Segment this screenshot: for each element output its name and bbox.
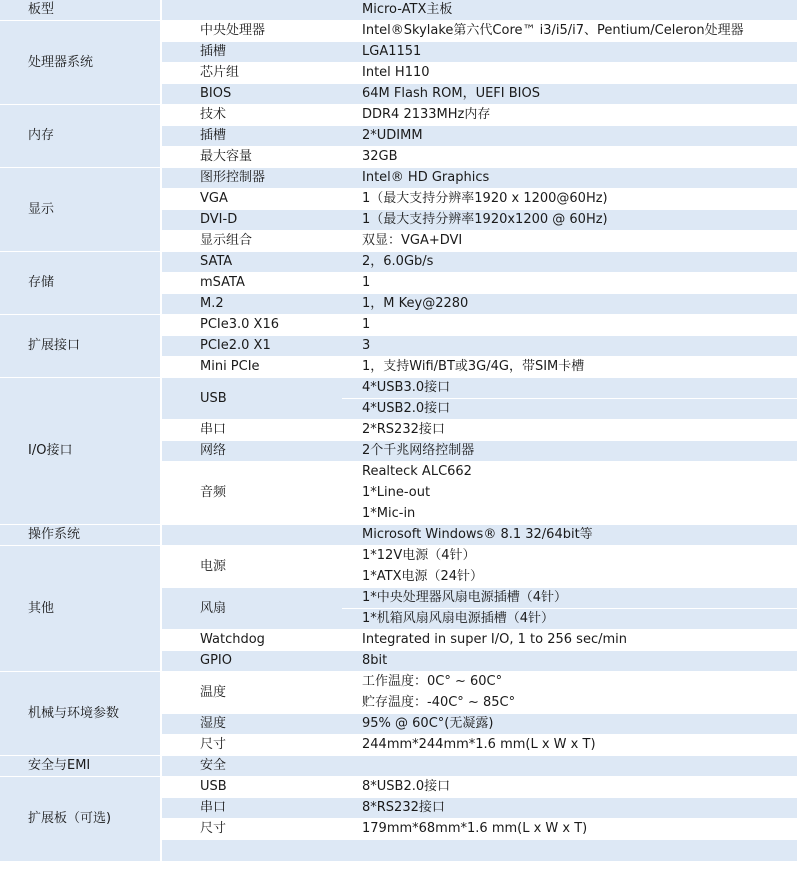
- subcategory-cell: [162, 0, 342, 21]
- subcategory-cell: 显示组合: [162, 231, 342, 252]
- value-cell: Intel®Skylake第六代Core™ i3/i5/i7、Pentium/Celeron处理器: [342, 21, 797, 42]
- subcategory-cell: USB: [162, 777, 342, 798]
- table-row: [0, 525, 797, 546]
- table-row: [0, 672, 797, 693]
- subcategory-cell: 芯片组: [162, 63, 342, 84]
- value-cell: 8*RS232接口: [342, 798, 797, 819]
- table-row: [0, 315, 797, 336]
- value-cell: Intel® HD Graphics: [342, 168, 797, 189]
- subcategory-cell: DVI-D: [162, 210, 342, 231]
- value-cell: 4*USB2.0接口: [342, 399, 797, 420]
- value-cell: DDR4 2133MHz内存: [342, 105, 797, 126]
- category-cell: 安全与EMI: [0, 756, 160, 777]
- subcategory-cell: 尺寸: [162, 819, 342, 840]
- value-cell: Microsoft Windows® 8.1 32/64bit等: [342, 525, 797, 546]
- subcategory-cell: USB: [162, 378, 342, 420]
- subcategory-cell: 技术: [162, 105, 342, 126]
- subcategory-cell: 图形控制器: [162, 168, 342, 189]
- value-cell: 244mm*244mm*1.6 mm(L x W x T): [342, 735, 797, 756]
- value-cell: Intel H110: [342, 63, 797, 84]
- value-cell: 2个千兆网络控制器: [342, 441, 797, 462]
- table-row: [0, 777, 797, 798]
- category-cell: 板型: [0, 0, 160, 21]
- value-cell: 8*USB2.0接口: [342, 777, 797, 798]
- category-cell: 其他: [0, 546, 160, 672]
- value-cell: 3: [342, 336, 797, 357]
- subcategory-cell: 插槽: [162, 126, 342, 147]
- category-cell: 扩展接口: [0, 315, 160, 378]
- value-cell: 1，支持Wifi/BT或3G/4G，带SIM卡槽: [342, 357, 797, 378]
- value-cell: Realteck ALC662: [342, 462, 797, 483]
- value-cell: 1*12V电源（4针）: [342, 546, 797, 567]
- value-cell: 双显：VGA+DVI: [342, 231, 797, 252]
- value-cell: 贮存温度：-40C° ~ 85C°: [342, 693, 797, 714]
- category-cell: 扩展板（可选): [0, 777, 160, 862]
- subcategory-cell: mSATA: [162, 273, 342, 294]
- value-cell: 工作温度：0C° ~ 60C°: [342, 672, 797, 693]
- subcategory-cell: [162, 525, 342, 546]
- subcategory-cell: 湿度: [162, 714, 342, 735]
- subcategory-cell: 串口: [162, 420, 342, 441]
- value-cell: [342, 756, 797, 777]
- table-row: [0, 168, 797, 189]
- table-row: [0, 0, 797, 21]
- subcategory-cell: SATA: [162, 252, 342, 273]
- value-cell: Integrated in super I/O, 1 to 256 sec/min: [342, 630, 797, 651]
- value-cell: 1*Mic-in: [342, 504, 797, 525]
- category-cell: 显示: [0, 168, 160, 252]
- value-cell: 1*中央处理器风扇电源插槽（4针）: [342, 588, 797, 609]
- category-cell: 内存: [0, 105, 160, 168]
- subcategory-cell: Mini PCIe: [162, 357, 342, 378]
- value-cell: 1*机箱风扇风扇电源插槽（4针）: [342, 609, 797, 630]
- subcategory-cell: 中央处理器: [162, 21, 342, 42]
- category-cell: 存储: [0, 252, 160, 315]
- value-cell: 2*UDIMM: [342, 126, 797, 147]
- value-cell: 1（最大支持分辨率1920 x 1200@60Hz): [342, 189, 797, 210]
- category-cell: 处理器系统: [0, 21, 160, 105]
- subcategory-cell: 尺寸: [162, 735, 342, 756]
- value-cell: 2*RS232接口: [342, 420, 797, 441]
- subcategory-cell: Watchdog: [162, 630, 342, 651]
- value-cell: 1: [342, 315, 797, 336]
- subcategory-cell: 温度: [162, 672, 342, 714]
- value-cell: 179mm*68mm*1.6 mm(L x W x T): [342, 819, 797, 840]
- subcategory-cell: 串口: [162, 798, 342, 819]
- subcategory-cell: VGA: [162, 189, 342, 210]
- table-row: [0, 105, 797, 126]
- subcategory-cell: 风扇: [162, 588, 342, 630]
- subcategory-cell: 音频: [162, 462, 342, 525]
- subcategory-cell: 最大容量: [162, 147, 342, 168]
- table-row: [0, 21, 797, 42]
- value-cell: Micro-ATX主板: [342, 0, 797, 21]
- subcategory-cell: PCIe3.0 X16: [162, 315, 342, 336]
- value-cell: LGA1151: [342, 42, 797, 63]
- table-row: [0, 756, 797, 777]
- value-cell: 64M Flash ROM，UEFI BIOS: [342, 84, 797, 105]
- table-row: [0, 252, 797, 273]
- value-cell: 1（最大支持分辨率1920x1200 @ 60Hz): [342, 210, 797, 231]
- subcategory-cell: 插槽: [162, 42, 342, 63]
- value-cell: 95% @ 60C°(无凝露): [342, 714, 797, 735]
- subcategory-cell: 电源: [162, 546, 342, 588]
- value-cell: 1*ATX电源（24针）: [342, 567, 797, 588]
- table-row: [0, 546, 797, 567]
- subcategory-cell: PCIe2.0 X1: [162, 336, 342, 357]
- value-cell: 1*Line-out: [342, 483, 797, 504]
- subcategory-cell: BIOS: [162, 84, 342, 105]
- category-cell: I/O接口: [0, 378, 160, 525]
- value-cell: 1: [342, 273, 797, 294]
- value-cell: 8bit: [342, 651, 797, 672]
- category-cell: 机械与环境参数: [0, 672, 160, 756]
- category-cell: 操作系统: [0, 525, 160, 546]
- value-cell: 32GB: [342, 147, 797, 168]
- subcategory-cell: GPIO: [162, 651, 342, 672]
- value-cell: 2，6.0Gb/s: [342, 252, 797, 273]
- table-row: [0, 378, 797, 399]
- subcategory-cell: 安全: [162, 756, 342, 777]
- value-cell: 4*USB3.0接口: [342, 378, 797, 399]
- value-cell: 1，M Key@2280: [342, 294, 797, 315]
- subcategory-cell: 网络: [162, 441, 342, 462]
- subcategory-cell: M.2: [162, 294, 342, 315]
